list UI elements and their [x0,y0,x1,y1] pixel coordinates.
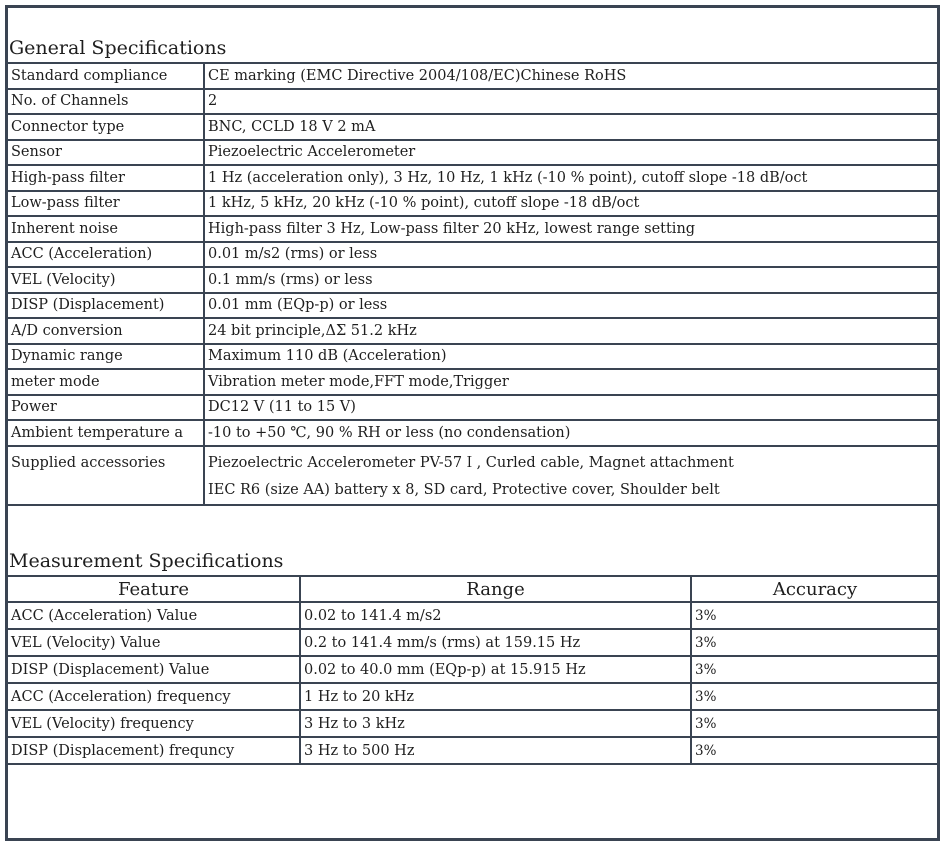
spec-value: CE marking (EMC Directive 2004/108/EC)Chinese RoHS [204,63,939,89]
table-row [7,683,939,710]
spec-value: 0.01 m/s2 (rms) or less [204,242,939,268]
spec-row [7,114,939,140]
table-row [7,602,939,629]
spec-value [204,446,939,505]
accessories-label: Supplied accessories [11,454,166,471]
spec-row [7,165,939,191]
spec-label: Inherent noise [7,216,204,242]
spec-row [7,344,939,370]
column-header-accuracy: Accuracy [691,576,939,602]
spec-label: DISP (Displacement) [7,293,204,319]
feature-cell: DISP (Displacement) Value [7,656,300,683]
column-header-range: Range [300,576,691,602]
range-cell: 0.02 to 141.4 m/s2 [300,602,691,629]
accuracy-cell: 3% [691,629,939,656]
spec-value: Vibration meter mode,FFT mode,Trigger [204,369,939,395]
spec-row [7,395,939,421]
spec-row [7,216,939,242]
feature-cell: ACC (Acceleration) Value [7,602,300,629]
spec-value: 1 Hz (acceleration only), 3 Hz, 10 Hz, 1 kHz (-10 % point), cutoff slope -18 dB/oct [204,165,939,191]
general-specifications-title: General Specifications [9,37,227,59]
measurement-specifications-title: Measurement Specifications [9,550,284,572]
accuracy-cell: 3% [691,683,939,710]
spec-value: Piezoelectric Accelerometer [204,140,939,166]
spec-row [7,267,939,293]
feature-cell: VEL (Velocity) frequency [7,710,300,737]
column-header-feature: Feature [7,576,300,602]
spec-value: 0.01 mm (EQp-p) or less [204,293,939,319]
spec-label: No. of Channels [7,89,204,115]
spec-label [7,446,204,505]
accuracy-cell: 3% [691,602,939,629]
spec-row [7,369,939,395]
spec-label: Power [7,395,204,421]
range-cell: 0.02 to 40.0 mm (EQp-p) at 15.915 Hz [300,656,691,683]
spec-row [7,63,939,89]
range-cell: 3 Hz to 3 kHz [300,710,691,737]
spec-label: Sensor [7,140,204,166]
spec-value: High-pass filter 3 Hz, Low-pass filter 20 kHz, lowest range setting [204,216,939,242]
spec-label: Ambient temperature a [7,420,204,446]
spec-row [7,293,939,319]
accessories-line-2: IEC R6 (size AA) battery x 8, SD card, Protective cover, Shoulder belt [208,481,720,498]
header-row [7,576,939,602]
bottom-border [6,838,940,840]
accuracy-cell: 3% [691,737,939,764]
accuracy-cell: 3% [691,656,939,683]
spec-row [7,420,939,446]
spec-label: Connector type [7,114,204,140]
spec-value: DC12 V (11 to 15 V) [204,395,939,421]
spec-row [7,89,939,115]
spec-label: ACC (Acceleration) [7,242,204,268]
spec-label: A/D conversion [7,318,204,344]
accessories-line-1: Piezoelectric Accelerometer PV-57Ｉ, Curled cable, Magnet attachment [208,454,734,471]
spec-label: High-pass filter [7,165,204,191]
table-row [7,629,939,656]
range-cell: 3 Hz to 500 Hz [300,737,691,764]
spec-row-accessories [7,446,939,505]
spec-label: Standard compliance [7,63,204,89]
spec-row [7,318,939,344]
spec-value: 1 kHz, 5 kHz, 20 kHz (-10 % point), cutoff slope -18 dB/oct [204,191,939,217]
spec-row [7,191,939,217]
spec-label: VEL (Velocity) [7,267,204,293]
spec-label: Dynamic range [7,344,204,370]
spec-value: -10 to +50 ℃, 90 % RH or less (no condensation) [204,420,939,446]
general-specifications-table [6,62,940,506]
accuracy-cell: 3% [691,710,939,737]
feature-cell: VEL (Velocity) Value [7,629,300,656]
feature-cell: DISP (Displacement) frequncy [7,737,300,764]
measurement-specifications-table [6,575,940,765]
range-cell: 1 Hz to 20 kHz [300,683,691,710]
spec-row [7,242,939,268]
table-row [7,710,939,737]
range-cell: 0.2 to 141.4 mm/s (rms) at 159.15 Hz [300,629,691,656]
table-row [7,656,939,683]
spec-row [7,140,939,166]
spec-label: meter mode [7,369,204,395]
spec-value: 2 [204,89,939,115]
spec-value: 0.1 mm/s (rms) or less [204,267,939,293]
spec-value: BNC, CCLD 18 V 2 mA [204,114,939,140]
spec-value: 24 bit principle,ΔΣ 51.2 kHz [204,318,939,344]
table-row [7,737,939,764]
feature-cell: ACC (Acceleration) frequency [7,683,300,710]
spec-label: Low-pass filter [7,191,204,217]
spec-value: Maximum 110 dB (Acceleration) [204,344,939,370]
